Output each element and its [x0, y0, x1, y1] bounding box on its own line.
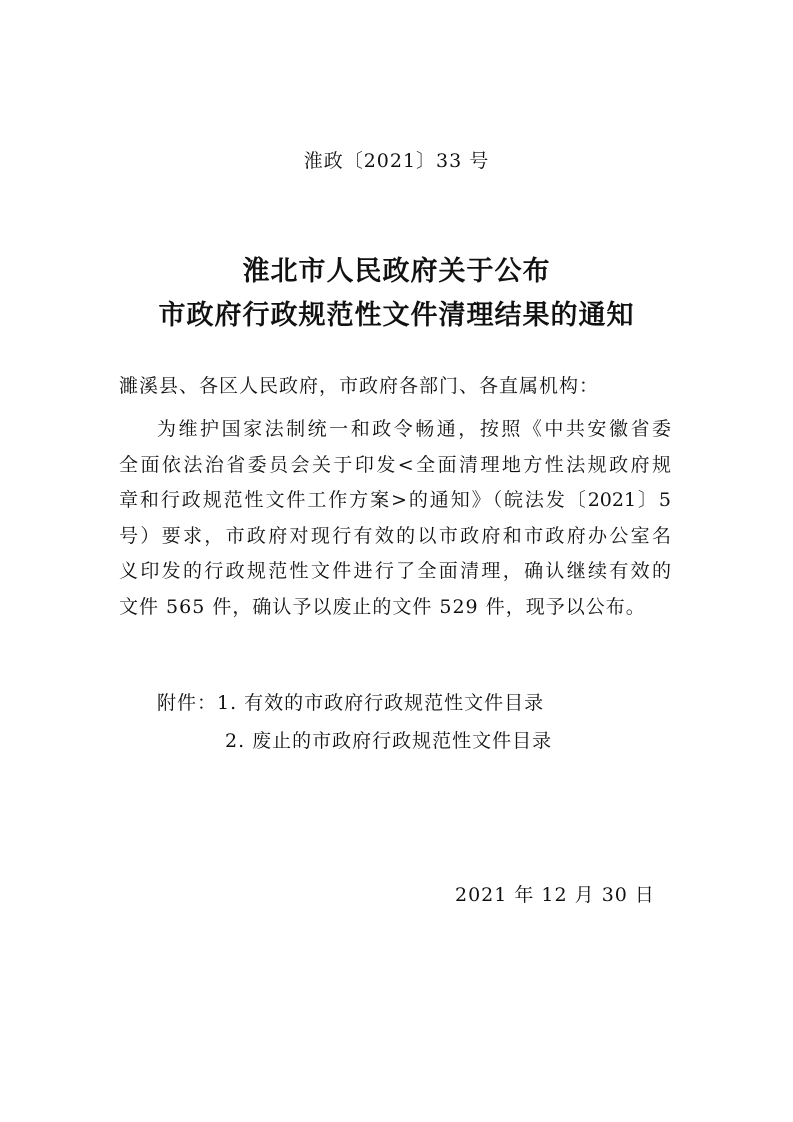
body-line: 文件 565 件，确认予以废止的文件 529 件，现予以公布。	[119, 595, 646, 618]
title-line-1: 淮北市人民政府关于公布	[242, 256, 551, 287]
body-paragraph	[119, 412, 671, 625]
attachment-item-2: 2. 废止的市政府行政规范性文件目录	[225, 730, 553, 752]
issue-date: 2021 年 12 月 30 日	[455, 884, 655, 906]
addressee: 濉溪县、各区人民政府，市政府各部门、各直属机构：	[119, 375, 600, 397]
document-number: 淮政〔2021〕33 号	[303, 150, 490, 172]
title-line-2: 市政府行政规范性文件清理结果的通知	[158, 300, 635, 331]
body-line: 义印发的行政规范性文件进行了全面清理，确认继续有效的	[119, 560, 671, 582]
document-title	[0, 250, 793, 338]
attachment-item-1: 附件：1. 有效的市政府行政规范性文件目录	[157, 692, 545, 714]
body-line: 章和行政规范性文件工作方案>的通知》（皖法发〔2021〕5	[119, 489, 671, 511]
body-line: 号）要求，市政府对现行有效的以市政府和市政府办公室名	[119, 524, 671, 547]
body-line: 为维护国家法制统一和政令畅通，按照《中共安徽省委	[157, 418, 671, 440]
attachments-list	[157, 684, 552, 760]
body-line: 全面依法治省委员会关于印发<全面清理地方性法规政府规	[119, 453, 671, 476]
